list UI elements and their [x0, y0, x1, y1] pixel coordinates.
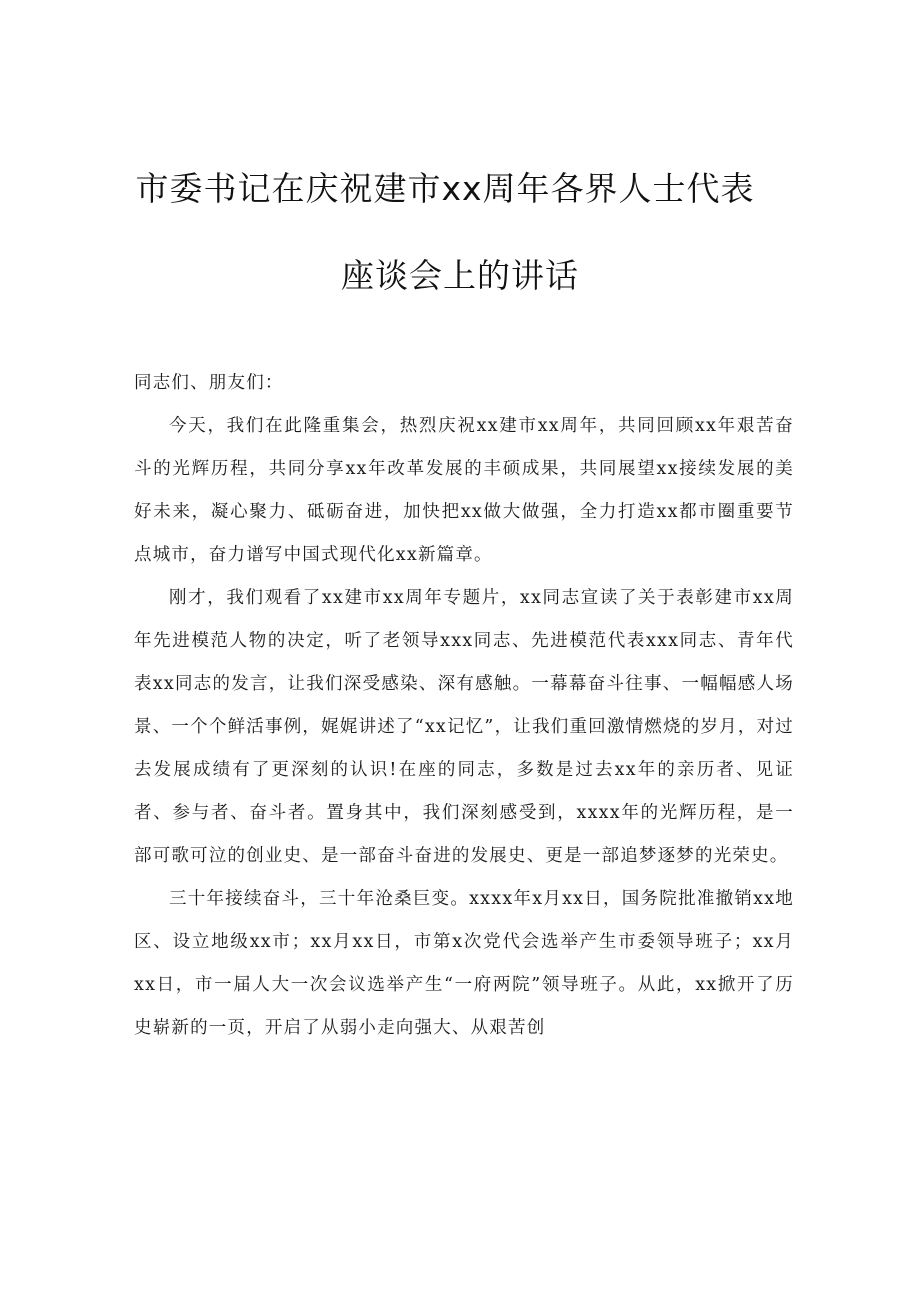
- salutation: 同志们、朋友们：: [134, 373, 284, 393]
- document-title-line-2: 座谈会上的讲话: [341, 256, 579, 295]
- document-title-line-1: 市委书记在庆祝建市xx周年各界人士代表: [135, 169, 755, 208]
- document-body: [134, 362, 794, 1050]
- paragraph-1: 今天，我们在此隆重集会，热烈庆祝xx建市xx周年，共同回顾xx年艰苦奋斗的光辉历程，共同分享xx年改革发展的丰硕成果，共同展望xx接续发展的美好未来，凝心聚力、砥砺奋进，加快把xx做大做强，全力打造xx都市圈重要节点城市，奋力谱写中国式现代化xx新篇章。: [134, 416, 794, 565]
- paragraph-3: 三十年接续奋斗，三十年沧桑巨变。xxxx年x月xx日，国务院批准撤销xx地区、设立地级xx市；xx月xx日，市第x次党代会选举产生市委领导班子；xx月xx日，市一届人大一次会议选举产生“一府两院”领导班子。从此，xx掀开了历史崭新的一页，开启了从弱小走向强大、从艰苦创: [134, 889, 794, 1038]
- paragraph-2: 刚才，我们观看了xx建市xx周年专题片，xx同志宣读了关于表彰建市xx周年先进模范人物的决定，听了老领导xxx同志、先进模范代表xxx同志、青年代表xx同志的发言，让我们深受感染、深有感触。一幕幕奋斗往事、一幅幅感人场景、一个个鲜活事例，娓娓讲述了“xx记忆”，让我们重回激情燃烧的岁月，对过去发展成绩有了更深刻的认识!在座的同志，多数是过去xx年的亲历者、见证者、参与者、奋斗者。置身其中，我们深刻感受到，xxxx年的光辉历程，是一部可歌可泣的创业史、是一部奋斗奋进的发展史、更是一部追梦逐梦的光荣史。: [134, 588, 794, 866]
